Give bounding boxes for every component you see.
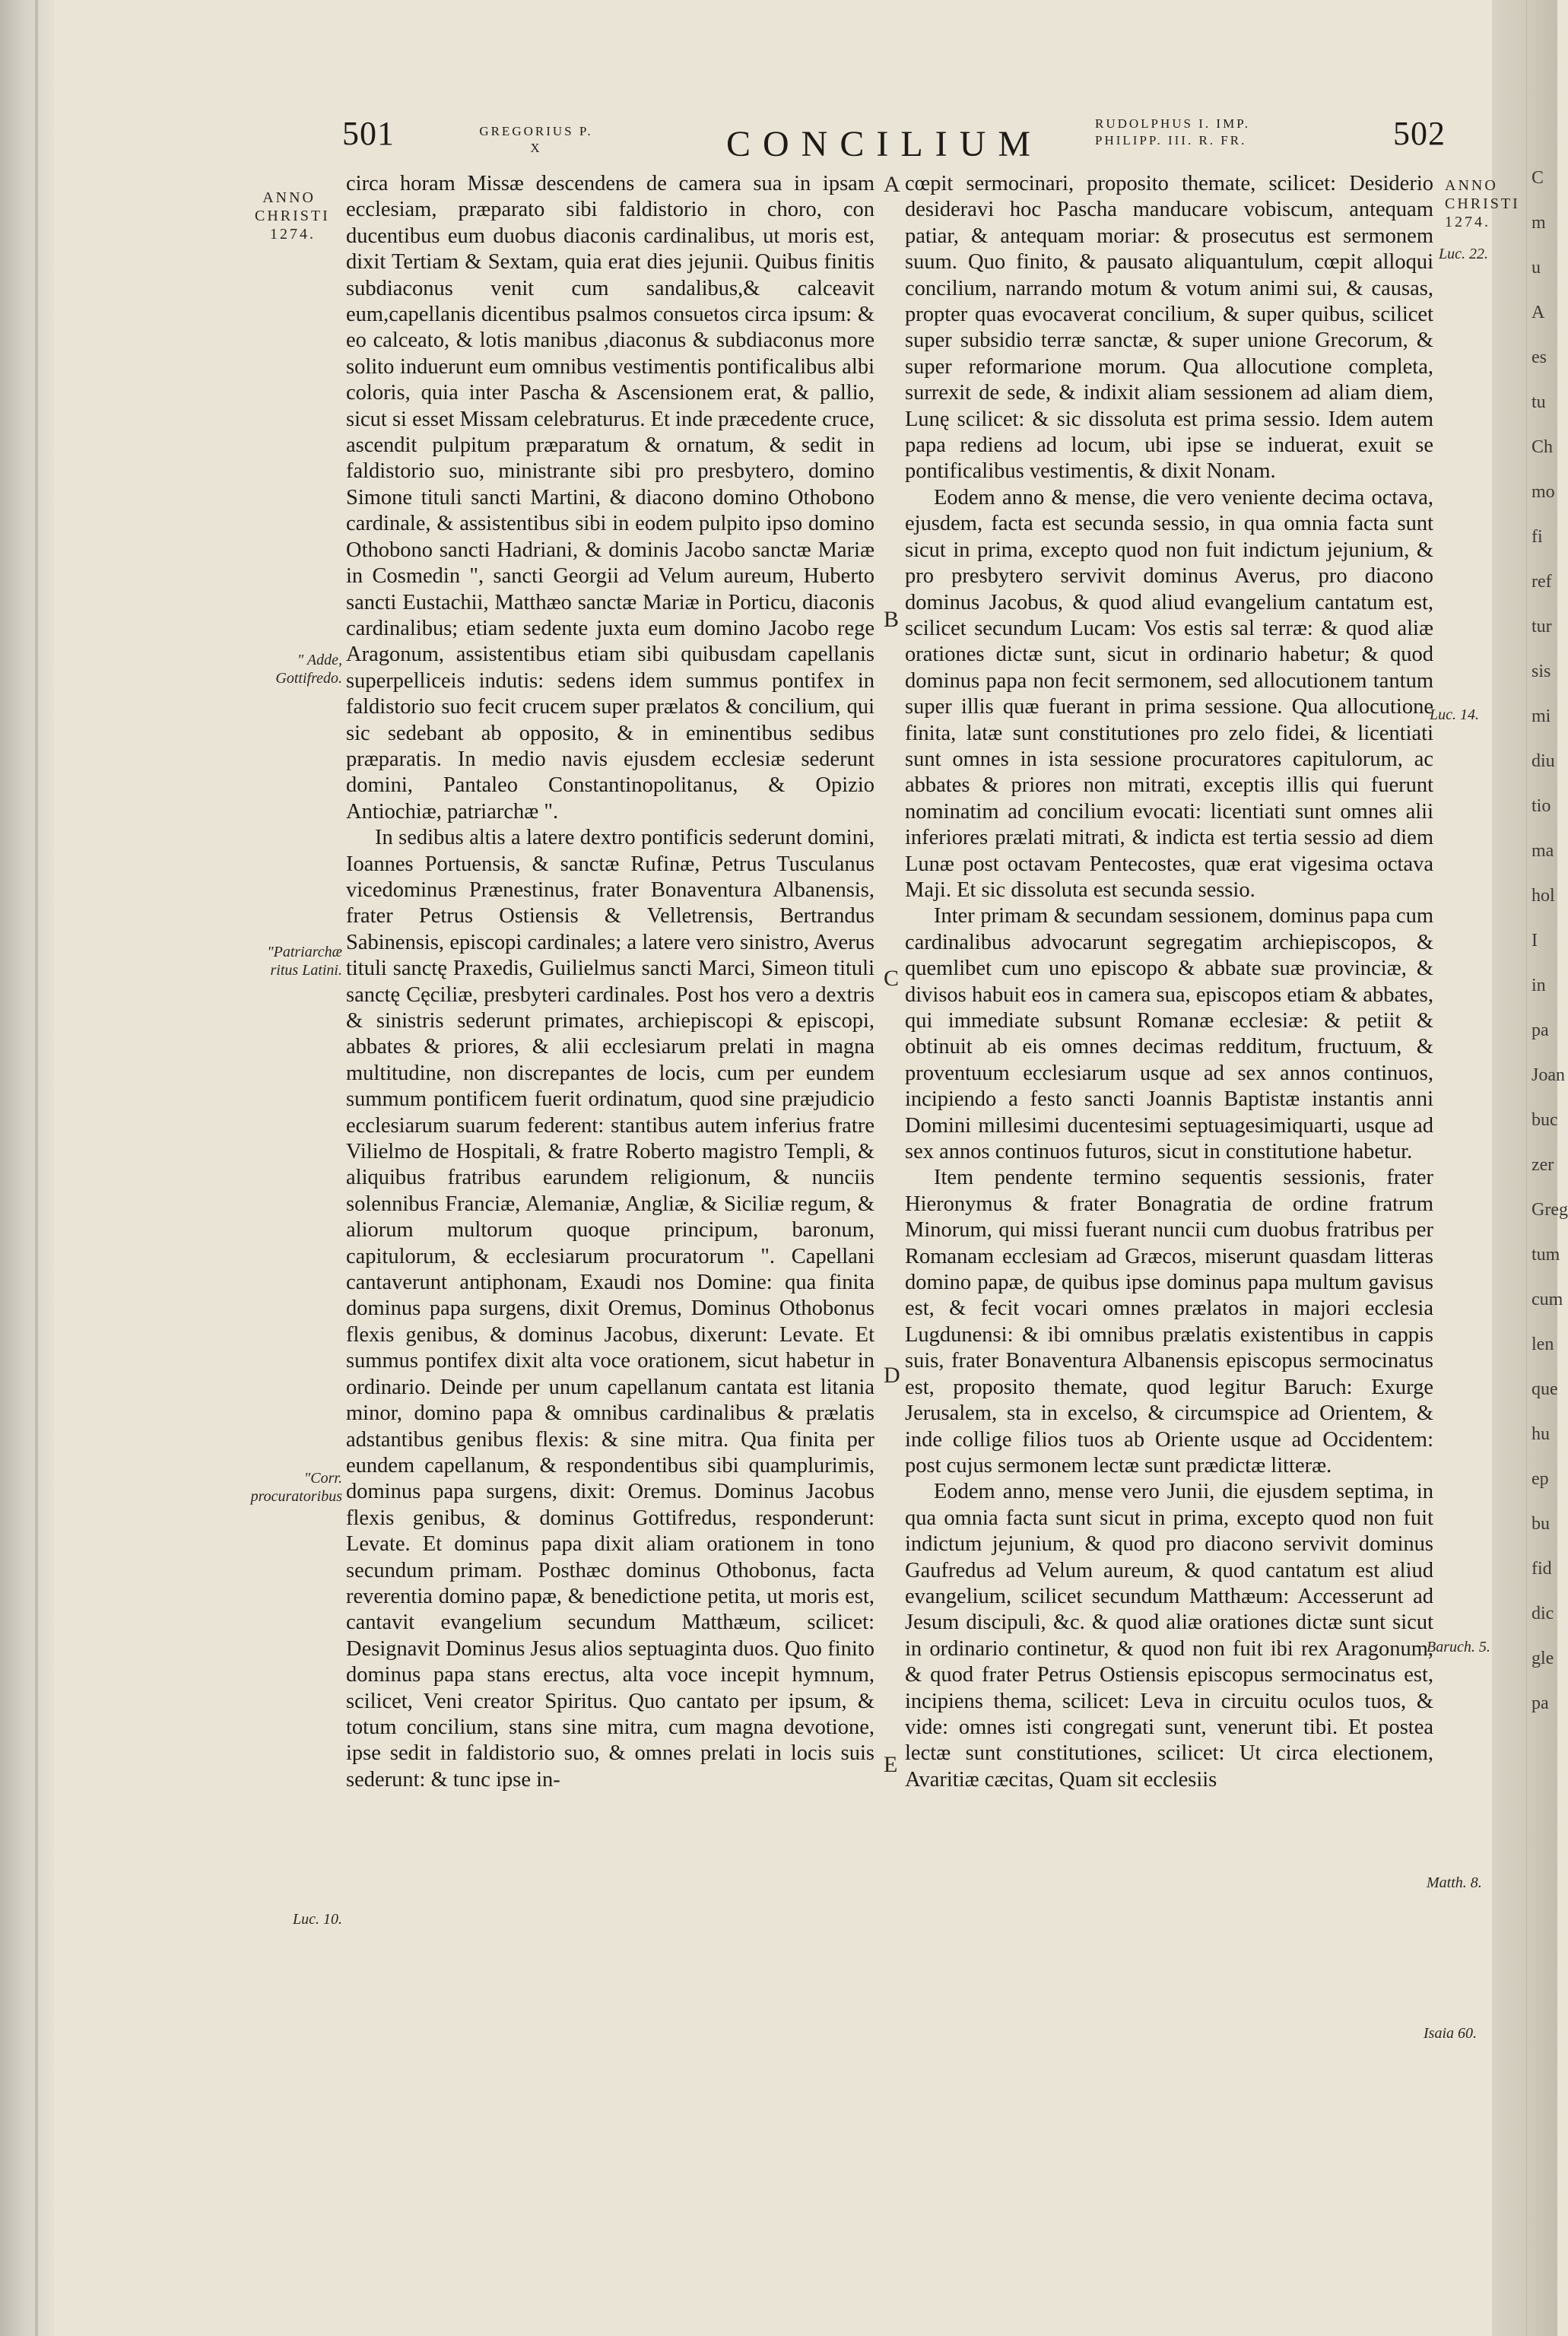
section-mark-e: E bbox=[884, 1752, 898, 1777]
running-title: CONCILIUM bbox=[726, 124, 1043, 164]
facing-page-fragment: fi bbox=[1531, 527, 1543, 547]
text-column-right bbox=[905, 171, 1433, 1793]
facing-page-fragment: mi bbox=[1531, 706, 1551, 726]
page-number-left: 501 bbox=[342, 115, 395, 152]
running-head-right-line2: PHILIPP. III. R. FR. bbox=[1095, 133, 1247, 148]
facing-page-fragment: tio bbox=[1531, 796, 1551, 816]
facing-page-fragment: bu bbox=[1531, 1514, 1550, 1534]
facing-page-fragment: tur bbox=[1531, 617, 1552, 636]
facing-page-fragments bbox=[1531, 156, 1568, 1726]
running-head-left: GREGORIUS P. X bbox=[479, 124, 593, 155]
right-paragraph-5: Eodem anno, mense vero Junii, die ejusdem septima, in qua omnia facta sunt sicut in prima, excepto quod non fuit indictum jejunium, & quod pro diacono servivit dominus Gaufredus ad Velum aureum, & quod cantatum est aliud evangelium, scilicet secundum Matthæum: Accesserunt ad Jesum discipuli, &c. & quod aliæ orationes dictæ sunt sicut in ordinario continetur, & quod non fuit ibi rex Aragonum, & quod frater Petrus Ostiensis episcopus sermocinatus est, incipiens thema, scilicet: Leva in circuitu oculos tuos, & vide: omnes isti congregati sunt, venerunt tibi. Et postea lectæ sunt constitutiones, scilicet: Ut circa electionem, Avaritiæ cæcitas, Quam sit ecclesiis bbox=[905, 1480, 1433, 1792]
facing-page-fragment: gle bbox=[1531, 1649, 1554, 1668]
section-mark-b: B bbox=[884, 607, 900, 632]
margin-note-adde: " Adde, Gottifredo. bbox=[275, 652, 342, 687]
margin-ref-luc-14: Luc. 14. bbox=[1430, 706, 1479, 723]
right-paragraph-1: cœpit sermocinari, proposito themate, scilicet: Desiderio desideravi hoc Pascha manducare vobiscum, antequam patiar, & antequam moriar: & prosecutus est sermonem suum. Quo finito, & pausato aliquantulum, cœpit alloqui concilium, narrando motum & votum animi sui, & causas, propter quas evocaverat concilium, & super quibus, scilicet super subsidio terræ sanctæ, & super unione Grecorum, & super reformarione morum. Qua allocutione completa, surrexit de sede, & indixit aliam sessionem ad aliam diem, Lunę scilicet: & sic dissoluta est prima sessio. Idem autem papa rediens ad locum, ubi ipse se induerat, exuit se pontificalibus vestimentis, & dixit Nonam. bbox=[905, 172, 1433, 484]
right-paragraph-3: Inter primam & secundam sessionem, dominus papa cum cardinalibus advocarunt segregatim archiepiscopos, & quemlibet cum uno episcopo & abbate suæ provinciæ, & divisos habuit eos in camera sua, episcopos etiam & abbates, qui immediate subsunt Romanæ ecclesiæ: & petiit & obtinuit ab eis omnes decimas redditum, fructuum, & proventuum ecclesiarum usque ad sex annos continuos, incipiendo a festo sancti Joannis Baptistæ instantis anni Domini millesimi ducentesimi septuagesimiquarti, usque ad sex annos continuos futuros, sicut in constitutione habetur. bbox=[905, 904, 1433, 1164]
margin-note-corr: "Corr. procuratoribus bbox=[250, 1470, 342, 1505]
section-mark-a: A bbox=[884, 172, 900, 197]
margin-ref-isaia: Isaia 60. bbox=[1424, 2025, 1477, 2042]
facing-page-fragment: que bbox=[1531, 1379, 1558, 1399]
facing-page-fragment: diu bbox=[1531, 751, 1555, 771]
facing-page-fragment: ep bbox=[1531, 1469, 1549, 1489]
facing-page-fragment: C bbox=[1531, 168, 1544, 188]
margin-note-patriarchae: "Patriarchæ ritus Latini. bbox=[267, 944, 342, 979]
facing-page-fragment: A bbox=[1531, 303, 1545, 322]
facing-page-fragment: es bbox=[1531, 348, 1547, 367]
page-number-right: 502 bbox=[1393, 115, 1446, 152]
text-column-left bbox=[346, 171, 874, 1793]
facing-page-fragment: hol bbox=[1531, 886, 1555, 906]
left-paragraph-1: circa horam Missæ descendens de camera sua in ipsam ecclesiam, præparato sibi faldistorio in choro, con ducentibus eum duobus diaconis cardinalibus, ut moris est, dixit Tertiam & Sextam, quia erat dies jejunii. Quibus finitis subdiaconus venit cum sandalibus,& calceavit eum,capellanis dicentibus psalmos consuetos circa ipsum: & eo calceato, & lotis manibus ,diaconus & subdiaconus more solito induerunt eum omnibus vestimentis pontificalibus albi coloris, quia inter Pascha & Ascensionem erat, & pallio, sicut si esset Missam celebraturus. Et inde præcedente cruce, ascendit pulpitum præparatum & ornatum, & sedit in faldistorio suo, ministrante sibi pro presbytero, domino Simone tituli sancti Martini, & diacono domino Othobono cardinale, & assistentibus sibi in eodem pulpito ipso domino Othobono sancti Hadriani, & dominis Jacobo sanctæ Mariæ in Cosmedin ", sancti Georgii ad Velum aureum, Huberto sancti Eustachii, Matthæo sanctæ Mariæ in Porticu, diaconis cardinalibus; etiam sedente juxta eum domino Jacobo rege Aragonum, assistentibus etiam sibi quibusdam capellanis superpelliceis indutis: sedens idem summus pontifex in faldistorio suo fecit crucem super prælatos & concilium, qui sic sedebant ab opposito, & in eminentibus sedibus præparatis. In medio navis ejusdem ecclesiæ sederunt domini, Pantaleo Constantinopolitanus, & Opizio Antiochiæ, patriarchæ ". bbox=[346, 172, 874, 824]
facing-page-fragment: m bbox=[1531, 213, 1546, 233]
section-mark-d: D bbox=[884, 1363, 900, 1388]
facing-page-fragment: u bbox=[1531, 258, 1541, 278]
anno-christi-left: ANNO CHRISTI 1274. bbox=[255, 189, 330, 243]
section-mark-c: C bbox=[884, 966, 900, 991]
facing-page-fragment: fid bbox=[1531, 1559, 1552, 1579]
facing-page-fragment: tum bbox=[1531, 1245, 1560, 1265]
facing-page-fold bbox=[1526, 0, 1527, 2336]
margin-ref-luc-22: Luc. 22. bbox=[1439, 246, 1488, 262]
facing-page-fragment: in bbox=[1531, 976, 1546, 995]
facing-page-edge bbox=[1492, 0, 1568, 2336]
margin-ref-matth: Matth. 8. bbox=[1427, 1874, 1482, 1891]
facing-page-fragment: Ch bbox=[1531, 437, 1554, 457]
running-head-right bbox=[1095, 116, 1323, 169]
margin-ref-luc-10: Luc. 10. bbox=[293, 1911, 342, 1928]
facing-page-fragment: I bbox=[1531, 931, 1538, 951]
right-paragraph-4: Item pendente termino sequentis sessionis, frater Hieronymus & frater Bonagratia de ordine fratrum Minorum, qui missi fuerant nuncii cum duobus fratribus per Romanam ecclesiam ad Græcos, miserunt quasdam litteras domino papæ, de quibus ipse dominus papa multum gavisus est, & fecit vocari omnes prælatos in majori ecclesia Lugdunensi: & ibi omnibus prælatis existentibus in cappis suis, frater Bonaventura Albanensis episcopus sermocinatus est, proposito themate, quod legitur Baruch: Exurge Jerusalem, sta in excelso, & circumspice ad Orientem, & inde collige filios tuos ab Oriente usque ad Occidentem: post cujus sermonem lectæ sunt prædictæ litteræ. bbox=[905, 1166, 1433, 1477]
facing-page-fragment: buc bbox=[1531, 1110, 1558, 1130]
margin-ref-baruch: Baruch. 5. bbox=[1427, 1639, 1490, 1655]
facing-page-fragment: Joan bbox=[1531, 1065, 1565, 1085]
facing-page-fragment: len bbox=[1531, 1335, 1554, 1354]
facing-page-fragment: dic bbox=[1531, 1604, 1554, 1623]
gutter-line bbox=[35, 0, 38, 2336]
facing-page-fragment: mo bbox=[1531, 482, 1555, 502]
facing-page-fragment: pa bbox=[1531, 1020, 1549, 1040]
left-paragraph-2: In sedibus altis a latere dextro pontificis sederunt domini, Ioannes Portuensis, & sanctæ Rufinæ, Petrus Tusculanus vicedominus Prænestinus, frater Bonaventura Albanensis, frater Petrus Ostiensis & Velletrensis, Bertrandus Sabinensis, episcopi cardinales; a latere vero sinistro, Averus tituli sanctę Praxedis, Guilielmus sancti Marci, Simeon tituli sanctę Cęciliæ, presbyteri cardinales. Post hos vero a dextris & sinistris sederunt primates, archiepiscopi & episcopi, abbates & priores, & alii ecclesiarum prelati in magna multitudine, non discrepantes de locis, cum per eundem summum pontificem fuerit ordinatum, quod sine præjudicio ecclesiarum suarum federent: stantibus autem inferius fratre Vilielmo de Hospitali, & fratre Roberto magistro Templi, & aliquibus fratribus earundem religionum, & nunciis solennibus Franciæ, Alemaniæ, Angliæ, & Siciliæ regum, & aliorum multorum quoque principum, baronum, capitulorum, & ecclesiarum procuratorum ". Capellani cantaverunt antiphonam, Exaudi nos Domine: qua finita dominus papa surgens, dixit Oremus, Dominus Othobonus flexis genibus, & dominus Jacobus, dixerunt: Levate. Et summus pontifex dixit alta voce orationem, sicut habetur in ordinario. Deinde per unum capellanum cantata est litania minor, domino papa & omnibus cardinalibus & prælatis adstantibus genibus flexis: & sine mitra. Qua finita per eundem capellanum, & respondentibus sibi quamplurimis, dominus papa surgens, dixit: Oremus. Dominus Jacobus flexis genibus, & dominus Gottifredus, responderunt: Levate. Et dominus papa dixit aliam orationem in tono secundum primam. Posthæc dominus Othobonus, facta reverentia domino papæ, & benedictione petita, ut moris est, cantavit evangelium secundum Matthæum, scilicet: Designavit Dominus Jesus alios septuaginta duos. Quo finito dominus papa stans erectus, alta voce incepit hymnum, scilicet, Veni creator Spiritus. Quo cantato per ipsum, & totum concilium, stans sine mitra, cum magna devotione, ipse sedit in faldistorio suo, & omnes prelati in locis suis sederunt: & tunc ipse in- bbox=[346, 826, 874, 1792]
running-head-right-line1: RUDOLPHUS I. IMP. bbox=[1095, 116, 1251, 131]
facing-page-fragment: Greg bbox=[1531, 1200, 1568, 1220]
right-paragraph-2: Eodem anno & mense, die vero veniente decima octava, ejusdem, facta est secunda sessio, in qua omnia facta sunt sicut in prima, excepto quod non fuit indictum jejunium, & pro presbytero servivit dominus Averus, pro diacono dominus Jacobus, & quod aliud evangelium cantatum est, scilicet secundum Lucam: Vos estis sal terræ: & quod aliæ orationes dictæ sunt, sicut in ordinario habetur; & quod dominus papa non fecit sermonem, sed allocutionem tantum super illis quæ fuerant in prima sessione. Qua allocutione finita, latæ sunt constitutiones pro zelo fidei, & licentiati sunt omnes in ista sessione procuratores capitulorum, ac abbates & priores non mitrati, exceptis illis qui fuerunt nominatim ad concilium evocati: licentiati sunt omnes alii inferiores prælati mitrati, & indicta est tertia sessio ad diem Lunæ post octavam Pentecostes, quæ erat vigesima octava Maji. Et sic dissoluta est secunda sessio. bbox=[905, 485, 1433, 902]
facing-page-fragment: ref bbox=[1531, 572, 1552, 592]
facing-page-fragment: sis bbox=[1531, 662, 1551, 681]
facing-page-fragment: tu bbox=[1531, 392, 1546, 412]
facing-page-fragment: pa bbox=[1531, 1693, 1549, 1713]
anno-christi-right: ANNO CHRISTI 1274. bbox=[1445, 177, 1520, 230]
facing-page-fragment: cum bbox=[1531, 1290, 1563, 1309]
facing-page-fragment: zer bbox=[1531, 1155, 1554, 1175]
facing-page-fragment: hu bbox=[1531, 1424, 1550, 1444]
facing-page-fragment: ma bbox=[1531, 841, 1554, 861]
book-spine-shadow bbox=[0, 0, 55, 2336]
